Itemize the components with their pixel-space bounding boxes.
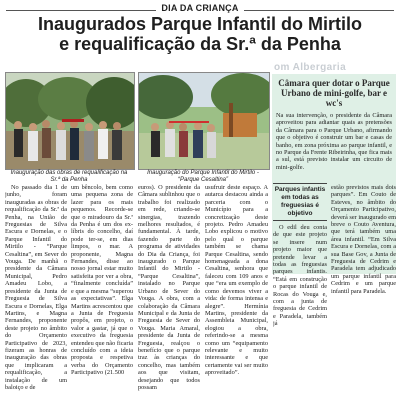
caption-photo-mirtilo: Inauguração do Parque Infantil do Mirtilo - “Parque Cesaltina” [147, 170, 259, 183]
ghost-text: om Albergaria [274, 62, 347, 73]
caption-photo-penha: Inauguração das obras de requalificação na Sr.ª da Penha [10, 170, 128, 183]
article-column-5 [273, 224, 327, 406]
column-6-text: estão previstos mais dois parques”. Em Couto de Esteves, no âmbito do Orçamento Participativo, deverá ser inaugurado em breve o Couto Aventura, que terá também uma área infantil. “Em Silva Escura e Dornelas, com a sua Base Gov, a Junta de Freguesia de Cedrim e Paradela tem adjudicado um parque infantil para Cedrim e um parque infantil para Paradela. [331, 184, 396, 295]
sidebar-title: Câmara quer dotar o Parque Urbano de mini-golfe, bar e wc's [278, 78, 390, 108]
headline-line-2: e requalificação da Sr.ª da Penha [59, 34, 341, 54]
column-3-text: euros). O presidente da Câmara sublinhou que o trabalho foi realizado em rede, criando-se sinergias, trazendo melhores resultados, é fundamental. À tarde, fazendo parte do programa de atividades do Dia da Criança, foi inaugurado o Parque Infantil do Mirtilo - “Parque Cesaltina”, instalado no Parque Urbano de Sever do Vouga. A obra, com a colaboração da Câmara Municipal e da Junta de Freguesia de Sever do Vouga. Maria Amaral, presidente da Junta de Freguesia, realçou o benefício que o parque traz às crianças do concelho, mas também aos que visitam, desejando que todos possam [138, 184, 200, 391]
pullquote-rule-top [273, 183, 327, 184]
article-column-1 [5, 184, 67, 406]
section-label: DIA DA CRIANÇA [161, 3, 239, 13]
headline [6, 14, 394, 54]
column-4-text: usufruir deste espaço. A autarca destacou ainda a parceria com o Município para a concretização deste projeto. Pedro Amadeu Lobo explicou o motivo pelo qual o parque também se chama Parque Cesaltina, sendo homenageada a dona Cesaltina, senhora que faleceu com 109 anos e que “era um exemplo de como devemos viver a vida: de forma intensa e alegre”. Hermínia Martins, presidente da Assembleia Municipal, elogiou a obra, referindo-se a mesma como um “equipamento relevante e muito interessante e que certamente vai ser muito aproveitado”. [205, 184, 268, 377]
article-column-3 [138, 184, 200, 406]
pullquote: Parques infantis em todas as freguesias é objetivo [274, 186, 326, 217]
column-5-text: O edil deu conta de que este projeto se insere num projeto maior que pretende levar a todas as freguesias parques infantis. “Está em construção o parque infantil de Rocas do Vouga e, com a junta de freguesia de Cedrim e Paradela, também já [273, 224, 327, 328]
article-column-6 [331, 184, 396, 406]
photo-penha [5, 72, 135, 170]
column-2-text: um bêncolo, bem como uma pequena zona de lazer para os mais pequenos. Recorde-se que o miradouro da Sr.ª da Penha é um dos ex-líbris do concelho, daí pode ter-se, em dias limpos, o mar. A proponente, Magna Fernandes, disse ao nosso jornal estar muito satisfeita por ver a obra, “finalmente concluída” e que a mesma “superou as expectativas”. Elga Martins acrescentou que a Junta de Freguesia propôs, em projeto, o valor a gastar, já que o executivo da freguesia entendeu que não ficaria concluído com a ideia proposta e respetiva verba do Orçamento Participativo (21.500 [71, 184, 133, 377]
article-column-2 [71, 184, 133, 406]
pullquote-rule-bottom [273, 220, 327, 221]
sidebar-text: Na sua intervenção, o presidente da Câmara aproveitou para adiantar quais as pretensões da Câmara para o Parque Urbano, afirmando que o objetivo é construir um bar e casas de banho, em zona próxima ao parque infantil, e no Parque da Frente Ribeirinha, que fica mais a sul, está previsto instalar um circuito de mini-golfe. [276, 112, 392, 171]
photo-mirtilo [138, 72, 270, 170]
section-rule-right [244, 10, 394, 11]
article-column-4 [205, 184, 268, 406]
headline-line-1: Inaugurados Parque Infantil do Mirtilo [37, 14, 362, 34]
crowd-photo-image [6, 73, 134, 169]
column-1-text: No passado dia 1 de junho, foram inauguradas as obras de requalificação da Sr.ª da Penha, na União de Freguesias de Silva Escura e Dornelas, e o Parque Infantil do Mirtilo - “Parque Cesaltina”, em Sever do Vouga. De manhã o presidente da Câmara Municipal, Pedro Amadeu Lobo, a presidente da Junta de Freguesia de Silva Escura e Dornelas, Elga Martins, e Magna Fernandes, proponente deste projeto no âmbito do Orçamento Participativo de 2023, fizeram as honras de inauguração das obras que implicaram a requalificação, a instalação de um baloiço e de [5, 184, 67, 391]
park-photo-image [139, 73, 269, 169]
